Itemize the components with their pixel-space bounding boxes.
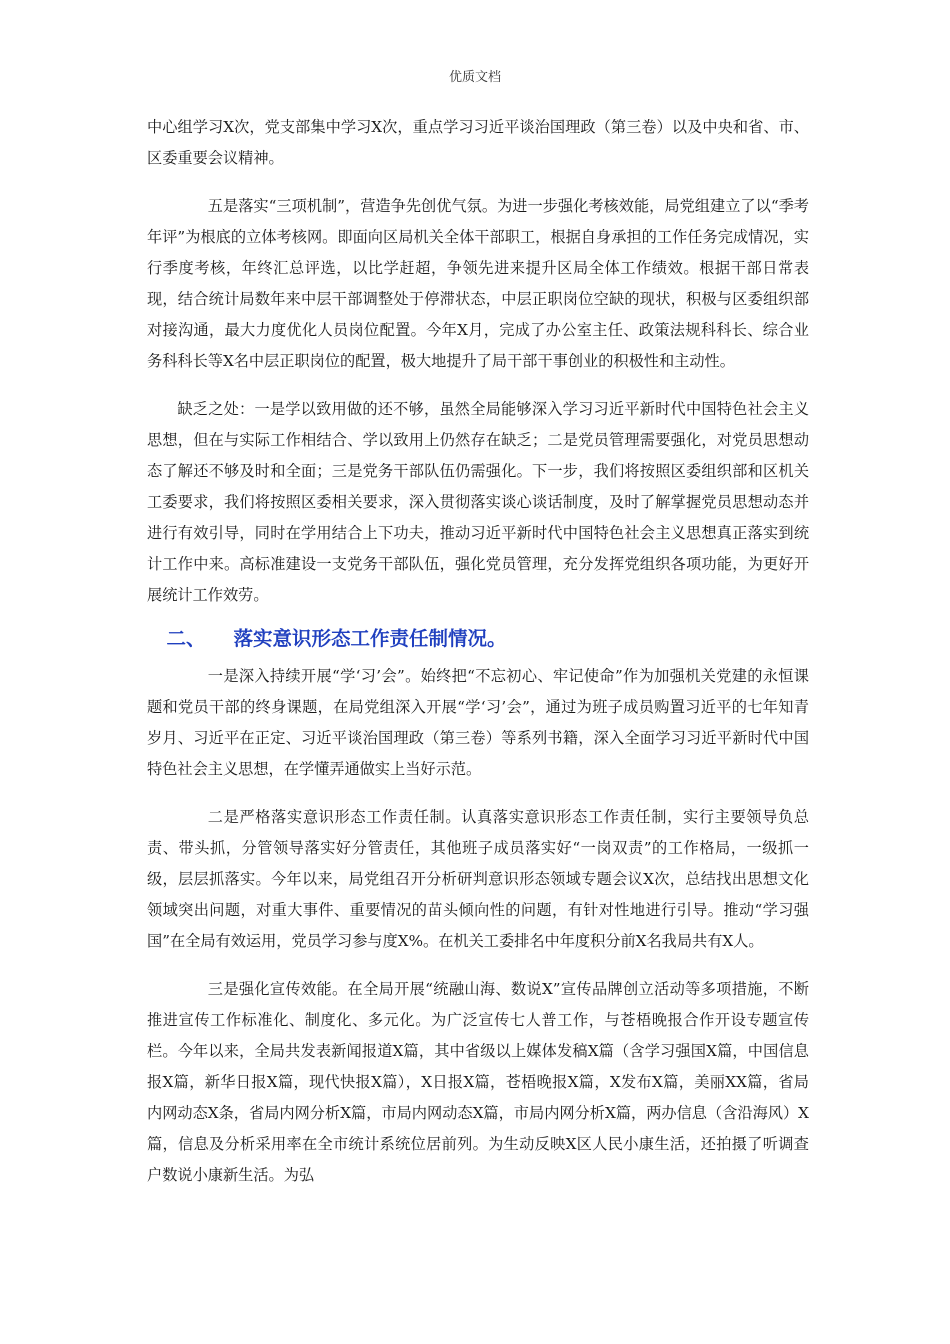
section-title: 落实意识形态工作责任制情况。	[233, 627, 507, 650]
paragraph-item-one: 一是深入持续开展“学‘习’会”。始终把“不忘初心、牢记使命”作为加强机关党建的永恒课题和党员干部的终身课题，在局党组深入开展“学‘习’会”，通过为班子成员购置习近平的七年知青岁月、习近平在正定、习近平谈治国理政（第三卷）等系列书籍，深入全面学习习近平新时代中国特色社会主义思想，在学懂弄通做实上当好示范。	[147, 667, 809, 778]
paragraph-continuation: 中心组学习X次，党支部集中学习X次，重点学习习近平谈治国理政（第三卷）以及中央和省、市、区委重要会议精神。	[147, 118, 809, 167]
section-number: 二、	[166, 627, 206, 650]
paragraph-item-two: 二是严格落实意识形态工作责任制。认真落实意识形态工作责任制，实行主要领导负总责、带头抓，分管领导落实好分管责任，其他班子成员落实好“一岗双责”的工作格局，一级抓一级，层层抓落实。今年以来，局党组召开分析研判意识形态领域专题会议X次，总结找出思想文化领域突出问题，对重大事件、重要情况的苗头倾向性的问题，有针对性地进行引导。推动“学习强国”在全局有效运用，党员学习参与度X%。在机关工委排名中年度积分前X名我局共有X人。	[147, 808, 809, 950]
page-header: 优质文档	[448, 70, 501, 85]
paragraph-item-three: 三是强化宣传效能。在全局开展“统融山海、数说X”宣传品牌创立活动等多项措施，不断推进宣传工作标准化、制度化、多元化。为广泛宣传七人普工作，与苍梧晚报合作开设专题宣传栏。今年以来，全局共发表新闻报道X篇，其中省级以上媒体发稿X篇（含学习强国X篇，中国信息报X篇，新华日报X篇，现代快报X篇），X日报X篇，苍梧晚报X篇，X发布X篇，美丽XX篇，省局内网动态X条，省局内网分析X篇，市局内网动态X篇，市局内网分析X篇，两办信息（含沿海风）X篇，信息及分析采用率在全市统计系统位居前列。为生动反映X区人民小康生活，还拍摄了听调查户数说小康新生活。为弘	[147, 980, 809, 1184]
paragraph-shortcomings: 缺乏之处：一是学以致用做的还不够，虽然全局能够深入学习习近平新时代中国特色社会主义思想，但在与实际工作相结合、学以致用上仍然存在缺乏；二是党员管理需要强化，对党员思想动态了解还不够及时和全面；三是党务干部队伍仍需强化。下一步，我们将按照区委组织部和区机关工委要求，我们将按照区委相关要求，深入贯彻落实谈心谈话制度，及时了解掌握党员思想动态并进行有效引导，同时在学用结合上下功夫，推动习近平新时代中国特色社会主义思想真正落实到统计工作中来。高标准建设一支党务干部队伍，强化党员管理，充分发挥党组织各项功能，为更好开展统计工作效劳。	[147, 400, 809, 604]
document-body	[147, 112, 809, 1191]
paragraph-five: 五是落实“三项机制”，营造争先创优气氛。为进一步强化考核效能，局党组建立了以“季考年评”为根底的立体考核网。即面向区局机关全体干部职工，根据自身承担的工作任务完成情况，实行季度考核，年终汇总评选，以比学赶超，争领先进来提升区局全体工作绩效。根据干部日常表现，结合统计局数年来中层干部调整处于停滞状态，中层正职岗位空缺的现状，积极与区委组织部对接沟通，最大力度优化人员岗位配置。今年X月，完成了办公室主任、政策法规科科长、综合业务科科长等X名中层正职岗位的配置，极大地提升了局干部干事创业的积极性和主动性。	[147, 197, 809, 370]
section-heading	[147, 623, 809, 655]
